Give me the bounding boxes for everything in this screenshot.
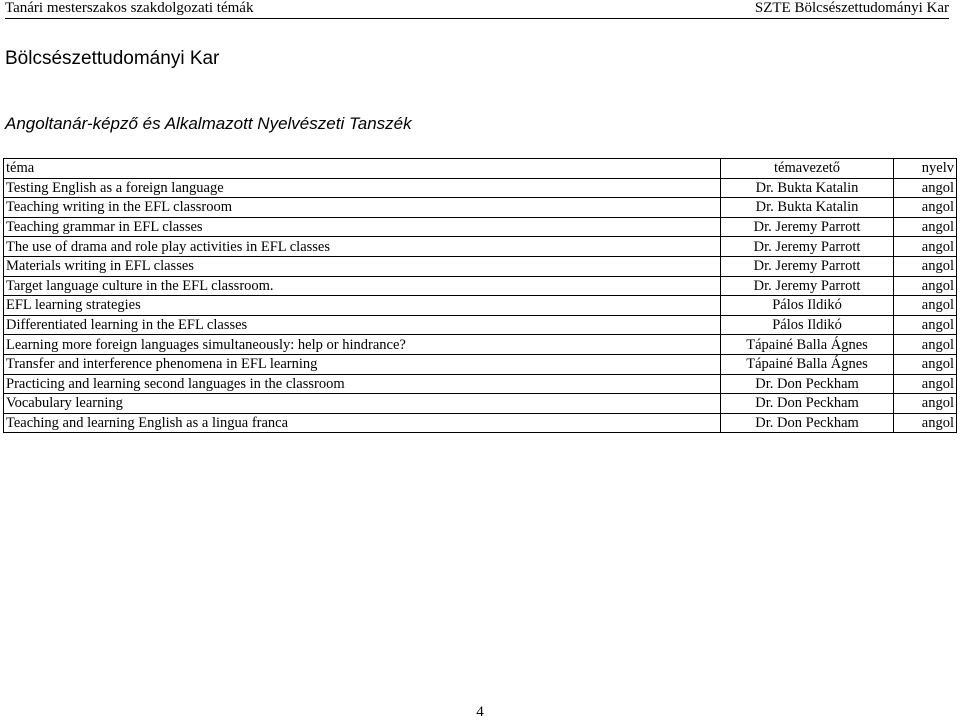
language-cell: angol — [894, 394, 957, 414]
topic-cell: Target language culture in the EFL classroom. — [4, 276, 721, 296]
topic-cell: Vocabulary learning — [4, 394, 721, 414]
language-cell: angol — [894, 217, 957, 237]
table-row — [4, 276, 957, 296]
table-row — [4, 354, 957, 374]
supervisor-cell: Dr. Jeremy Parrott — [721, 276, 894, 296]
table-row — [4, 296, 957, 316]
running-header — [5, 0, 949, 19]
header-left-title: Tanári mesterszakos szakdolgozati témák — [5, 0, 254, 16]
topic-cell: Teaching and learning English as a lingua franca — [4, 413, 721, 433]
topic-cell: The use of drama and role play activities in EFL classes — [4, 237, 721, 257]
topic-cell: Practicing and learning second languages in the classroom — [4, 374, 721, 394]
table-row — [4, 394, 957, 414]
supervisor-cell: Dr. Jeremy Parrott — [721, 237, 894, 257]
table-row — [4, 178, 957, 198]
table-row — [4, 256, 957, 276]
table-row — [4, 315, 957, 335]
header-right-title: SZTE Bölcsészettudományi Kar — [754, 0, 949, 16]
supervisor-cell: Dr. Don Peckham — [721, 394, 894, 414]
language-cell: angol — [894, 374, 957, 394]
topic-cell: Learning more foreign languages simultaneously: help or hindrance? — [4, 335, 721, 355]
language-cell: angol — [894, 335, 957, 355]
faculty-heading: Bölcsészettudományi Kar — [5, 48, 220, 69]
topic-cell: Differentiated learning in the EFL classes — [4, 315, 721, 335]
supervisor-cell: Tápainé Balla Ágnes — [721, 354, 894, 374]
supervisor-cell: Dr. Bukta Katalin — [721, 198, 894, 218]
language-cell: angol — [894, 315, 957, 335]
table-row — [4, 413, 957, 433]
topic-cell: Teaching grammar in EFL classes — [4, 217, 721, 237]
table-row — [4, 374, 957, 394]
supervisor-cell: Pálos Ildikó — [721, 296, 894, 316]
language-cell: angol — [894, 256, 957, 276]
table-header-row — [4, 159, 957, 179]
supervisor-cell: Dr. Bukta Katalin — [721, 178, 894, 198]
topic-cell: Testing English as a foreign language — [4, 178, 721, 198]
topic-cell: Materials writing in EFL classes — [4, 256, 721, 276]
column-header-supervisor: témavezető — [721, 159, 894, 179]
supervisor-cell: Dr. Don Peckham — [721, 413, 894, 433]
table-row — [4, 237, 957, 257]
language-cell: angol — [894, 198, 957, 218]
table-row — [4, 217, 957, 237]
topic-cell: Teaching writing in the EFL classroom — [4, 198, 721, 218]
table-row — [4, 335, 957, 355]
thesis-topics-table — [3, 158, 957, 433]
department-heading: Angoltanár-képző és Alkalmazott Nyelvészeti Tanszék — [5, 114, 412, 133]
language-cell: angol — [894, 354, 957, 374]
supervisor-cell: Dr. Jeremy Parrott — [721, 256, 894, 276]
topic-cell: Transfer and interference phenomena in EFL learning — [4, 354, 721, 374]
topic-cell: EFL learning strategies — [4, 296, 721, 316]
supervisor-cell: Dr. Jeremy Parrott — [721, 217, 894, 237]
supervisor-cell: Tápainé Balla Ágnes — [721, 335, 894, 355]
language-cell: angol — [894, 296, 957, 316]
supervisor-cell: Dr. Don Peckham — [721, 374, 894, 394]
language-cell: angol — [894, 413, 957, 433]
table-body — [4, 178, 957, 433]
table-row — [4, 198, 957, 218]
supervisor-cell: Pálos Ildikó — [721, 315, 894, 335]
language-cell: angol — [894, 237, 957, 257]
column-header-topic: téma — [4, 159, 721, 179]
column-header-language: nyelv — [894, 159, 957, 179]
language-cell: angol — [894, 276, 957, 296]
page-number: 4 — [476, 704, 484, 720]
language-cell: angol — [894, 178, 957, 198]
